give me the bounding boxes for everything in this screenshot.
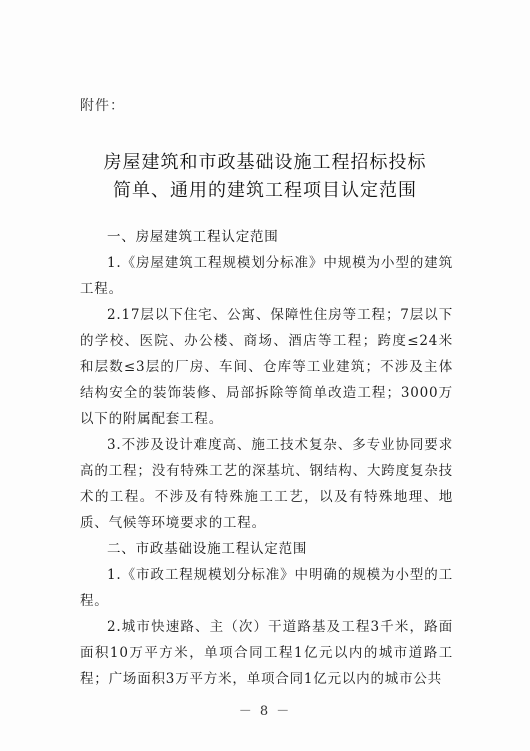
- paragraph: 1.《房屋建筑工程规模划分标准》中规模为小型的建筑工程。: [80, 255, 453, 297]
- paragraph: 2.城市快速路、主（次）干道路基及工程3千米，路面面积10万平方米，单项合同工程1亿元以内的城市道路工程；广场面积3万平方米，单项合同1亿元以内的城市公共: [80, 619, 453, 687]
- attachment-label: 附件：: [80, 98, 125, 114]
- paragraph: 3.不涉及设计难度高、施工技术复杂、多专业协同要求高的工程；没有特殊工艺的深基坑、钢结构、大跨度复杂技术的工程。不涉及有特殊施工工艺，以及有特殊地理、地质、气候等环境要求的工程。: [80, 437, 453, 531]
- page-number: － 8 －: [238, 704, 292, 719]
- paragraph: 1.《市政工程规模划分标准》中明确的规模为小型的工程。: [80, 567, 453, 609]
- document-body: [80, 224, 453, 692]
- document-title-line-2: 简单、通用的建筑工程项目认定范围: [113, 180, 417, 201]
- section-heading-municipal: 二、市政基础设施工程认定范围: [107, 541, 308, 557]
- document-title-line-1: 房屋建筑和市政基础设施工程招标投标: [103, 152, 427, 173]
- paragraph: 2.17层以下住宅、公寓、保障性住房等工程；7层以下的学校、医院、办公楼、商场、酒店等工程；跨度≤24米和层数≤3层的厂房、车间、仓库等工业建筑；不涉及主体结构安全的装饰装修、局部拆除等简单改造工程；3000万以下的附属配套工程。: [80, 307, 453, 427]
- section-heading-housing: 一、房屋建筑工程认定范围: [107, 229, 279, 245]
